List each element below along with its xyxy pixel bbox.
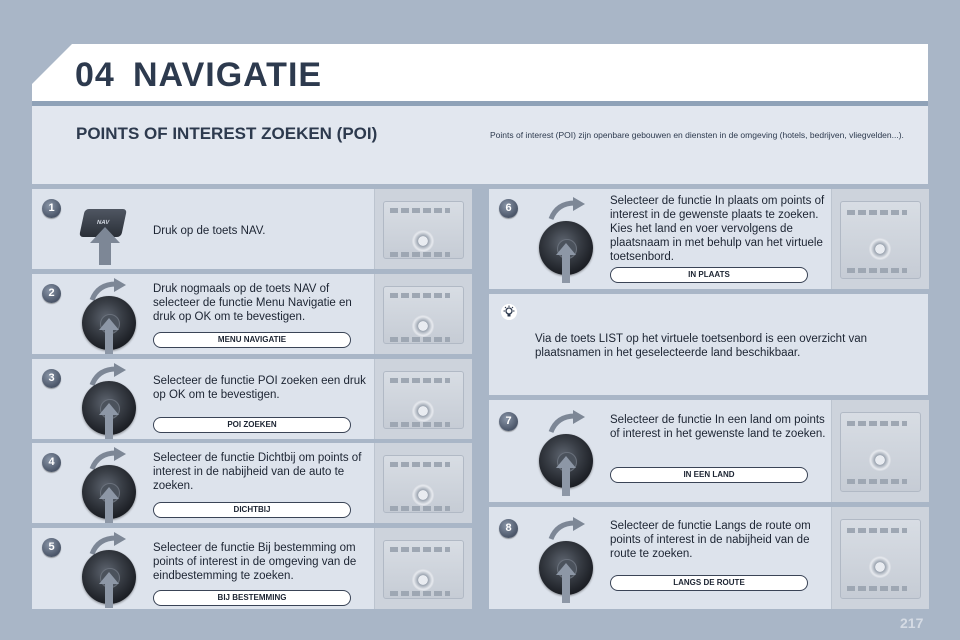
step-panel-3 xyxy=(32,359,471,439)
tip-text: Via de toets LIST op het virtuele toetsenbord is een overzicht van plaatsnamen in het geselecteerde land beschikbaar. xyxy=(535,333,868,359)
step-text: Selecteer de functie Bij bestemming om points of interest in de omgeving van de eindbestemming te zoeken. xyxy=(153,542,357,582)
press-arrow-icon xyxy=(99,572,119,608)
radio-unit-image xyxy=(374,528,472,609)
rotate-arrow-icon xyxy=(547,517,587,541)
step-badge: 8 xyxy=(499,519,518,538)
radio-unit-image xyxy=(374,359,472,439)
radio-unit-image xyxy=(374,274,472,354)
radio-unit-image xyxy=(374,189,472,269)
step-panel-5 xyxy=(32,528,471,609)
step-text: Selecteer de functie In plaats om points of interest in de gewenste plaats te zoeken. Kies het land en voer vervolgens de plaatsnaam in met behulp van het virtuele toetsenbord. xyxy=(610,195,825,263)
press-arrow-icon xyxy=(99,403,119,439)
step-badge: 5 xyxy=(42,538,61,557)
step-text: Druk op de toets NAV. xyxy=(153,225,266,237)
rotate-arrow-icon xyxy=(547,197,587,221)
function-label: MENU NAVIGATIE xyxy=(153,332,351,348)
press-arrow-icon xyxy=(556,563,576,603)
step-badge: 1 xyxy=(42,199,61,218)
press-arrow-icon xyxy=(556,243,576,283)
radio-unit-image xyxy=(831,189,929,289)
chapter-title: NAVIGATIE xyxy=(133,56,323,94)
function-label: LANGS DE ROUTE xyxy=(610,575,808,591)
step-badge: 6 xyxy=(499,199,518,218)
step-badge: 7 xyxy=(499,412,518,431)
nav-key-icon: NAV xyxy=(79,209,127,237)
step-panel-1 xyxy=(32,189,471,269)
step-text: Druk nogmaals op de toets NAV of selecteer de functie Menu Navigatie en druk op OK om te bevestigen. xyxy=(153,283,352,323)
step-text: Selecteer de functie POI zoeken een druk op OK om te bevestigen. xyxy=(153,375,366,401)
function-label: IN EEN LAND xyxy=(610,467,808,483)
step-panel-7 xyxy=(489,400,928,502)
step-panel-4 xyxy=(32,443,471,523)
step-badge: 4 xyxy=(42,453,61,472)
function-label: BIJ BESTEMMING xyxy=(153,590,351,606)
step-badge: 3 xyxy=(42,369,61,388)
step-panel-6 xyxy=(489,189,928,289)
radio-unit-image xyxy=(831,400,929,502)
tip-panel xyxy=(489,294,928,395)
step-badge: 2 xyxy=(42,284,61,303)
press-arrow-icon xyxy=(556,456,576,496)
step-panel-8 xyxy=(489,507,928,609)
step-panel-2 xyxy=(32,274,471,354)
function-label: POI ZOEKEN xyxy=(153,417,351,433)
intro-text: Points of interest (POI) zijn openbare gebouwen en diensten in de omgeving (hotels, bedrijven, vliegvelden...). xyxy=(490,130,904,140)
lightbulb-icon xyxy=(501,304,517,320)
section-title: POINTS OF INTEREST ZOEKEN (POI) xyxy=(76,124,378,143)
radio-unit-image xyxy=(374,443,472,523)
radio-unit-image xyxy=(831,507,929,609)
rotate-arrow-icon xyxy=(547,410,587,434)
function-label: DICHTBIJ xyxy=(153,502,351,518)
press-arrow-icon xyxy=(99,318,119,354)
step-text: Selecteer de functie In een land om points of interest in het gewenste land te zoeken. xyxy=(610,414,826,440)
press-arrow-icon xyxy=(99,487,119,523)
page-number: 217 xyxy=(900,615,924,631)
step-text: Selecteer de functie Dichtbij om points of interest in de nabijheid van de auto te zoeken. xyxy=(153,452,362,492)
step-text: Selecteer de functie Langs de route om points of interest in de nabijheid van de route te zoeken. xyxy=(610,520,811,560)
press-arrow-icon xyxy=(90,227,120,265)
function-label: IN PLAATS xyxy=(610,267,808,283)
chapter-number: 04 xyxy=(75,56,115,94)
